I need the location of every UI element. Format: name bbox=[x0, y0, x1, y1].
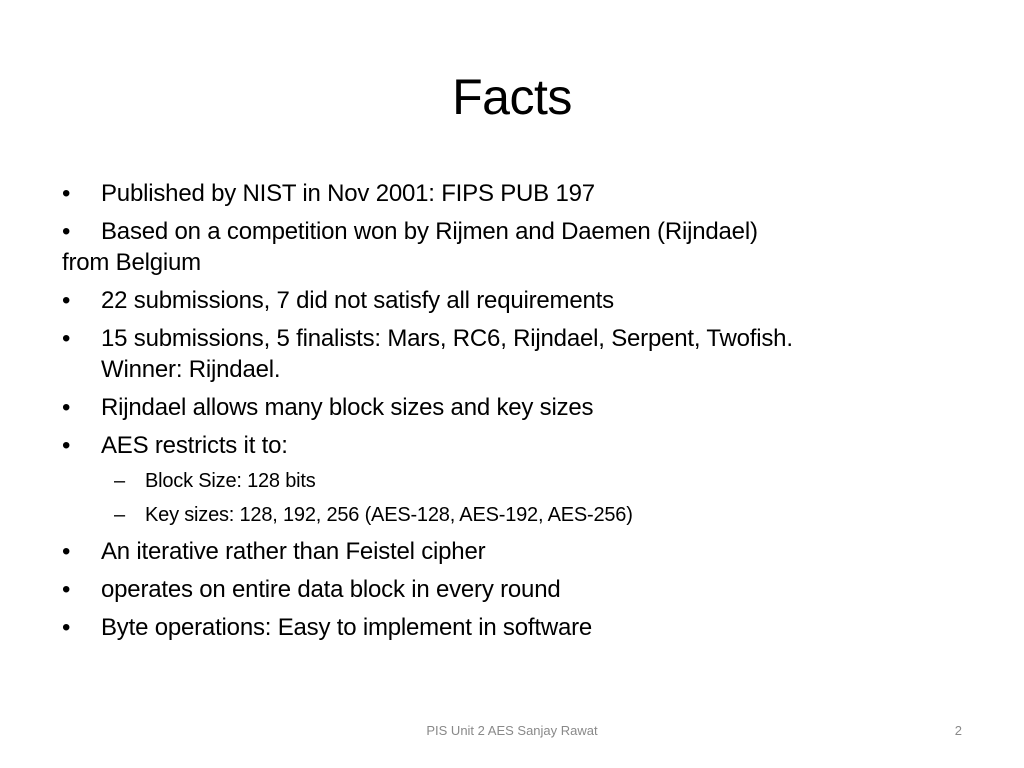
bullet-text: AES restricts it to: bbox=[101, 432, 288, 459]
sub-bullet-item bbox=[62, 468, 962, 495]
bullet-item bbox=[62, 574, 962, 605]
bullet-continuation bbox=[62, 247, 962, 278]
bullet-text: Rijndael allows many block sizes and key sizes bbox=[101, 394, 594, 421]
bullet-item bbox=[62, 430, 962, 461]
slide-body bbox=[62, 178, 962, 650]
sub-bullet-text: Key sizes: 128, 192, 256 (AES-128, AES-192, AES-256) bbox=[145, 504, 633, 526]
bullet-icon: • bbox=[62, 394, 71, 421]
sub-bullet-item bbox=[62, 502, 962, 529]
bullet-text: 15 submissions, 5 finalists: Mars, RC6, Rijndael, Serpent, Twofish. bbox=[101, 325, 793, 352]
bullet-text: Byte operations: Easy to implement in software bbox=[101, 614, 593, 641]
bullet-item bbox=[62, 392, 962, 423]
footer-text: PIS Unit 2 AES Sanjay Rawat bbox=[426, 723, 598, 738]
bullet-text-line-2: Winner: Rijndael. bbox=[101, 356, 281, 383]
bullet-item bbox=[62, 536, 962, 567]
bullet-icon: • bbox=[62, 325, 71, 352]
bullet-item bbox=[62, 178, 962, 209]
bullet-item bbox=[62, 216, 962, 247]
bullet-icon: • bbox=[62, 180, 71, 207]
bullet-icon: • bbox=[62, 576, 71, 603]
bullet-icon: • bbox=[62, 614, 71, 641]
bullet-text: 22 submissions, 7 did not satisfy all requirements bbox=[101, 287, 614, 314]
bullet-text: An iterative rather than Feistel cipher bbox=[101, 538, 486, 565]
dash-icon: – bbox=[114, 470, 125, 492]
sub-bullet-text: Block Size: 128 bits bbox=[145, 470, 316, 492]
bullet-icon: • bbox=[62, 287, 71, 314]
page-number: 2 bbox=[954, 723, 962, 738]
bullet-item bbox=[62, 285, 962, 316]
bullet-item bbox=[62, 612, 962, 643]
bullet-continuation-text: from Belgium bbox=[62, 249, 201, 276]
dash-icon: – bbox=[114, 504, 125, 526]
bullet-icon: • bbox=[62, 432, 71, 459]
bullet-icon: • bbox=[62, 218, 71, 245]
bullet-icon: • bbox=[62, 538, 71, 565]
bullet-text: Based on a competition won by Rijmen and Daemen (Rijndael) bbox=[101, 218, 758, 245]
bullet-text: Published by NIST in Nov 2001: FIPS PUB 197 bbox=[101, 180, 595, 207]
bullet-text: operates on entire data block in every round bbox=[101, 576, 561, 603]
bullet-item bbox=[62, 323, 962, 385]
slide-title: Facts bbox=[452, 69, 572, 125]
